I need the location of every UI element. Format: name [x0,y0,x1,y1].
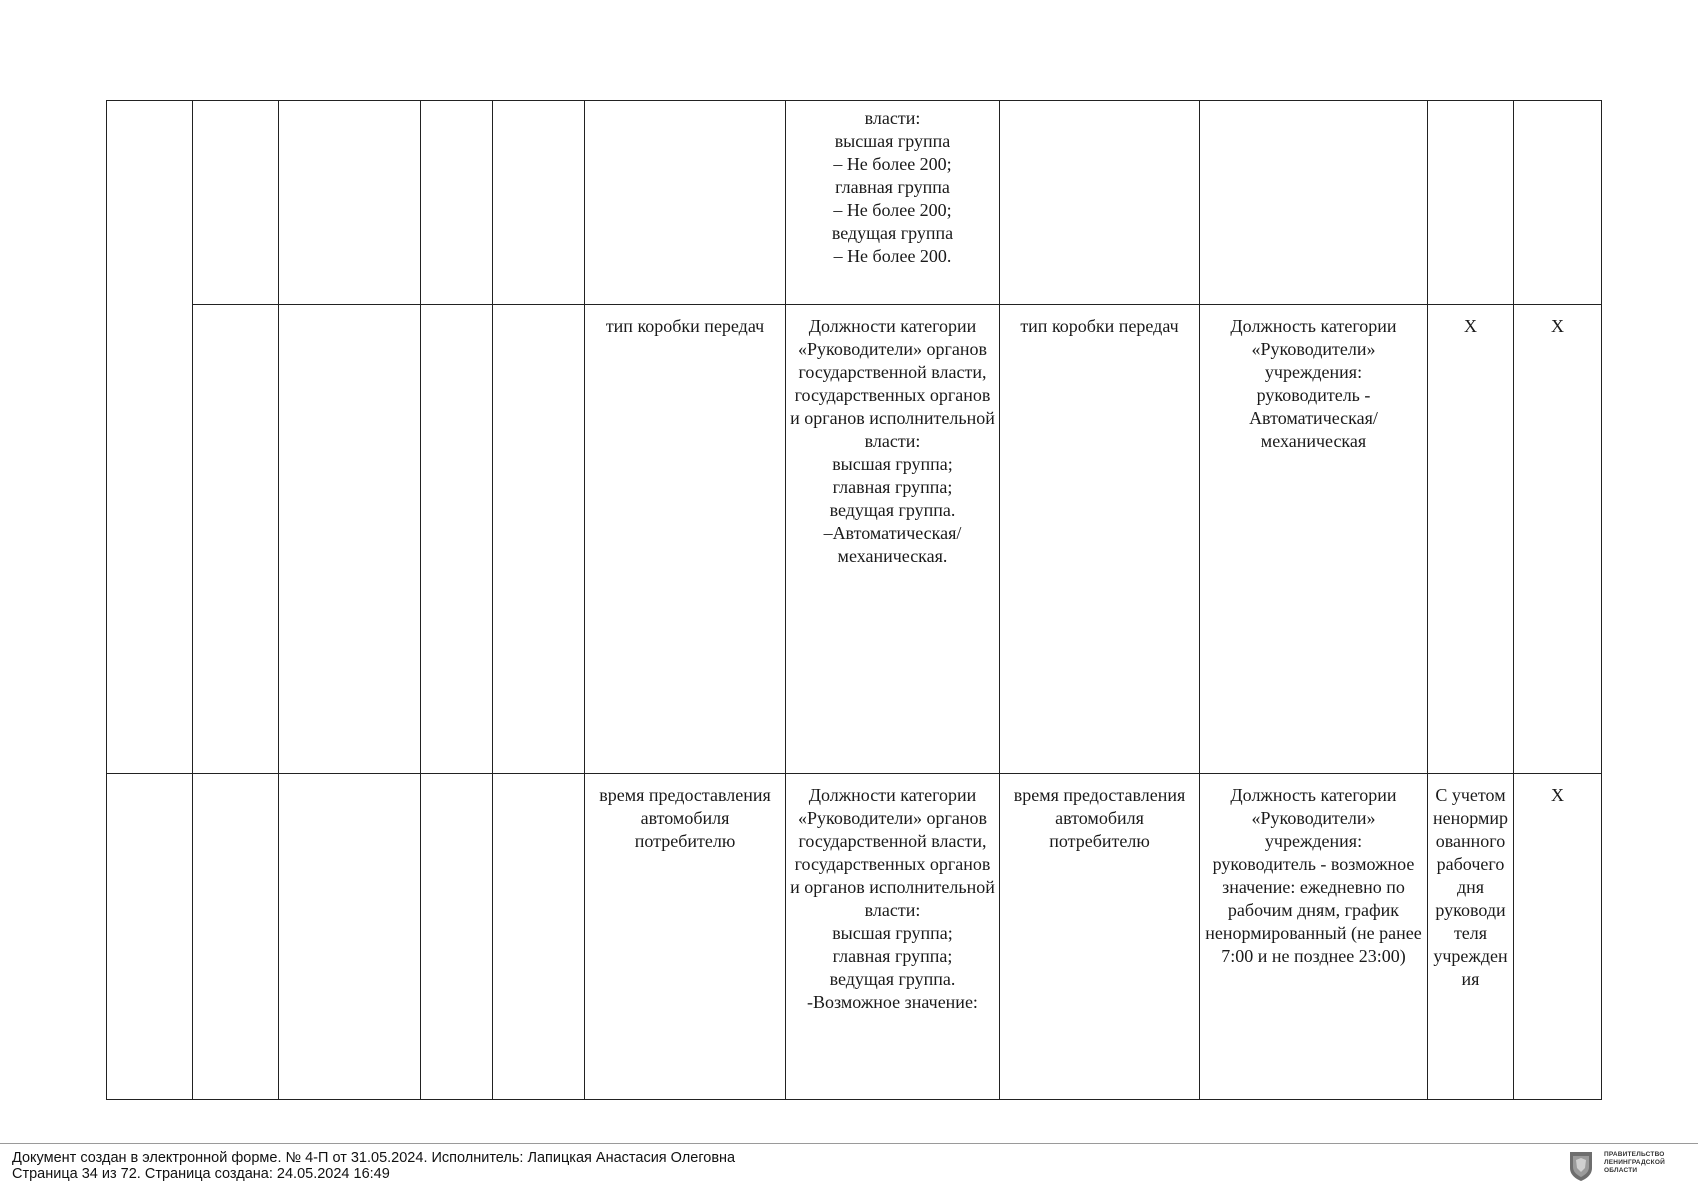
table-cell [421,774,493,1100]
table-cell [107,101,193,305]
table-cell [1514,101,1602,305]
footer-document-info: Документ создан в электронной форме. № 4-П от 31.05.2024. Исполнитель: Лапицкая Анастасия Олеговна [12,1150,736,1166]
table-cell-mark: Х [1514,305,1602,774]
table-cell [585,101,786,305]
footer-page-info: Страница 34 из 72. Страница создана: 24.05.2024 16:49 [12,1166,390,1182]
table-cell [493,774,585,1100]
government-logo [1568,1150,1686,1184]
document-footer [12,1150,735,1182]
table-cell [279,774,421,1100]
table-cell [421,305,493,774]
table-cell-requirements: власти: высшая группа – Не более 200; главная группа – Не более 200; ведущая группа – Не более 200. [786,101,1000,305]
coat-of-arms-icon [1568,1150,1594,1182]
table-cell-mark: Х [1428,305,1514,774]
table-cell-characteristic: время предоставления автомобиля потребителю [585,774,786,1100]
table-cell-requirements: Должности категории «Руководители» органов государственной власти, государственных органов и органов исполнительной власти: высшая группа; главная группа; ведущая группа. -Возможное значение: [786,774,1000,1100]
table-cell-justification: С учетом ненормированного рабочего дня руководителя учреждения [1428,774,1514,1100]
table-cell-mark: Х [1514,774,1602,1100]
table-cell [193,101,279,305]
table-cell-characteristic: тип коробки передач [1000,305,1200,774]
table-row [107,774,1602,1100]
table-cell [1000,101,1200,305]
table-cell [1428,101,1514,305]
table-cell [279,305,421,774]
table-row [107,101,1602,305]
table-cell [193,305,279,774]
footer-divider [0,1143,1698,1144]
logo-text: ПРАВИТЕЛЬСТВО ЛЕНИНГРАДСКОЙ ОБЛАСТИ [1604,1151,1665,1174]
table-cell [193,774,279,1100]
table-row [107,305,1602,774]
table-cell [107,774,193,1100]
table-cell-requirements: Должность категории «Руководители» учреждения: руководитель - возможное значение: ежедневно по рабочим дням, график ненормированный (не ранее 7:00 и не позднее 23:00) [1200,774,1428,1100]
table-cell [107,305,193,774]
table-cell [493,305,585,774]
table-cell [279,101,421,305]
table-cell-requirements: Должность категории «Руководители» учреждения: руководитель - Автоматическая/ механическая [1200,305,1428,774]
requirements-table [106,100,1602,1100]
table-cell [421,101,493,305]
table-cell [493,101,585,305]
table-cell-requirements: Должности категории «Руководители» органов государственной власти, государственных органов и органов исполнительной власти: высшая группа; главная группа; ведущая группа. –Автоматическая/ механическая. [786,305,1000,774]
table-cell-characteristic: время предоставления автомобиля потребителю [1000,774,1200,1100]
table-cell [1200,101,1428,305]
table-cell-characteristic: тип коробки передач [585,305,786,774]
